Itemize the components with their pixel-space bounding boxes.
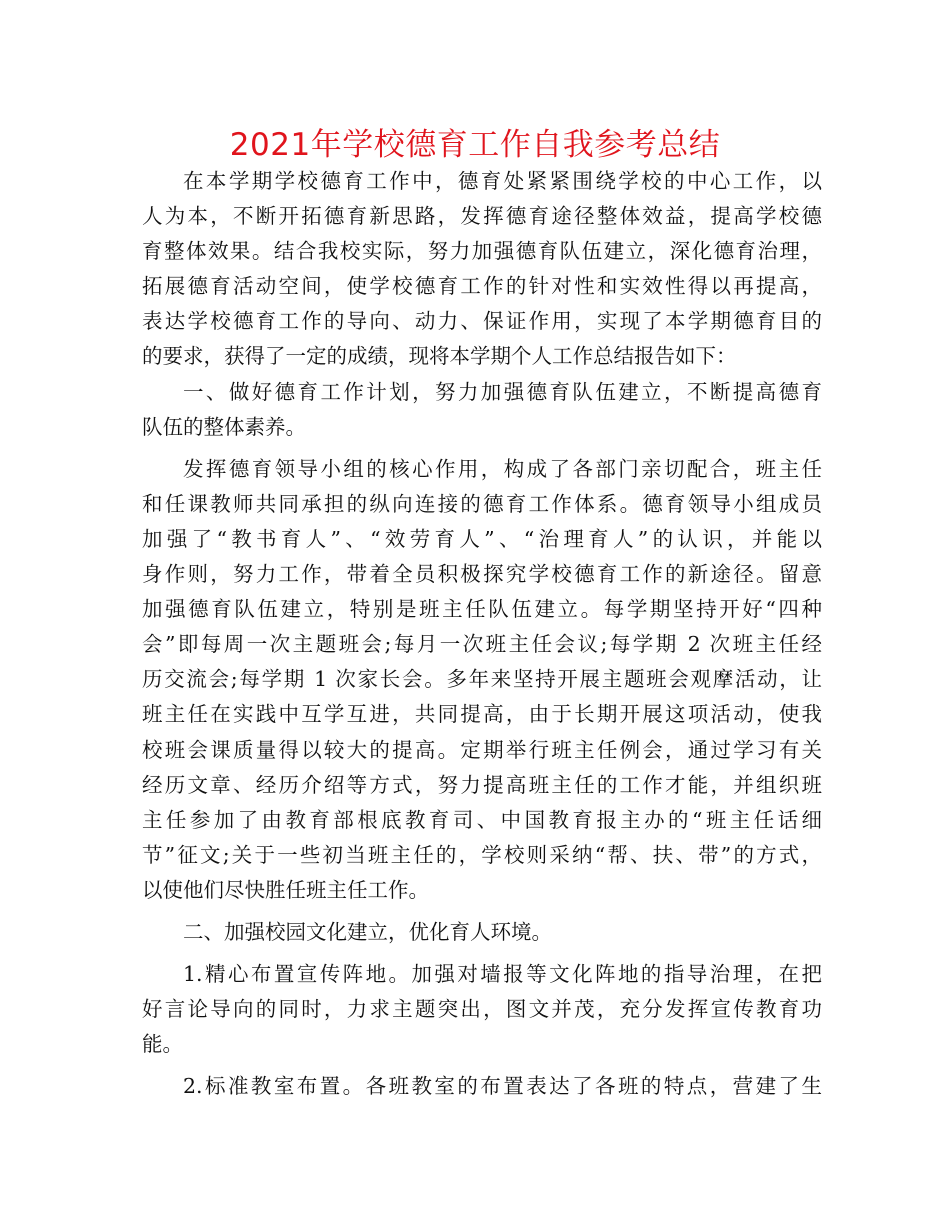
section-heading: 队伍的整体素养。 (142, 414, 306, 439)
body-line: 加强了“教书育人”、“效劳育人”、“治理育人”的认识，并能以 (142, 526, 822, 551)
body-line: 人为本，不断开拓德育新思路，发挥德育途径整体效益，提高学校德 (142, 204, 822, 229)
section-heading: 一、做好德育工作计划，努力加强德育队伍建立，不断提高德育 (183, 379, 822, 404)
paragraph-gap (142, 445, 822, 452)
list-item-line: 2.标准教室布置。各班教室的布置表达了各班的特点，营建了生 (183, 1074, 822, 1099)
body-line: 会”即每周一次主题班会;每月一次班主任会议;每学期 2 次班主任经 (142, 632, 822, 657)
list-item-line: 1.精心布置宣传阵地。加强对墙报等文化阵地的指导治理，在把 (183, 962, 822, 987)
list-item-line: 能。 (142, 1032, 183, 1057)
body-line: 表达学校德育工作的导向、动力、保证作用，实现了本学期德育目的 (142, 309, 822, 334)
body-line: 身作则，努力工作，带着全员积极探究学校德育工作的新途径。留意 (142, 562, 822, 587)
paragraph-gap (142, 950, 822, 957)
body-line: 拓展德育活动空间，使学校德育工作的针对性和实效性得以再提高， (142, 274, 822, 299)
list-item-line: 好言论导向的同时，力求主题突出，图文并茂，充分发挥宣传教育功 (142, 997, 822, 1022)
body-line: 加强德育队伍建立，特别是班主任队伍建立。每学期坚持开好“四种 (142, 597, 822, 622)
body-line: 经历文章、经历介绍等方式，努力提高班主任的工作才能，并组织班 (142, 772, 822, 797)
body-line: 节”征文;关于一些初当班主任的，学校则采纳“帮、扶、带”的方式， (142, 842, 822, 867)
body-line: 以使他们尽快胜任班主任工作。 (142, 877, 429, 902)
body-line: 育整体效果。结合我校实际，努力加强德育队伍建立，深化德育治理， (142, 239, 822, 264)
document-body (142, 164, 822, 1104)
body-line: 校班会课质量得以较大的提高。定期举行班主任例会，通过学习有关 (142, 737, 822, 762)
document-title: 2021年学校德育工作自我参考总结 (229, 127, 721, 163)
body-line: 班主任在实践中互学互进，共同提高，由于长期开展这项活动，使我 (142, 702, 822, 727)
section-heading: 二、加强校园文化建立，优化育人环境。 (183, 919, 552, 944)
body-line: 主任参加了由教育部根底教育司、中国教育报主办的“班主任话细 (142, 807, 822, 832)
body-line: 在本学期学校德育工作中，德育处紧紧围绕学校的中心工作，以 (183, 169, 822, 193)
body-line: 发挥德育领导小组的核心作用，构成了各部门亲切配合，班主任 (183, 456, 822, 481)
body-line: 的要求，获得了一定的成绩，现将本学期个人工作总结报告如下： (142, 344, 737, 369)
body-line: 和任课教师共同承担的纵向连接的德育工作体系。德育领导小组成员 (142, 491, 822, 516)
paragraph-gap (142, 1062, 822, 1069)
paragraph-gap (142, 908, 822, 915)
body-line: 历交流会;每学期 1 次家长会。多年来坚持开展主题班会观摩活动，让 (142, 667, 822, 692)
